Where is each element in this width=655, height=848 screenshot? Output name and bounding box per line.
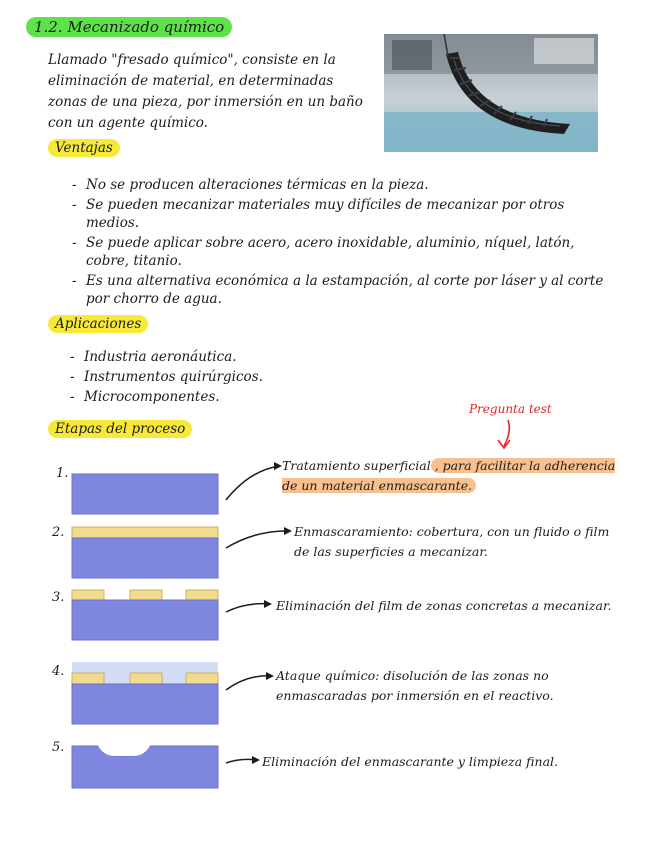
step-1-part	[72, 474, 218, 514]
step-number: 3.	[52, 590, 65, 605]
step-5-description: Eliminación del enmascarante y limpieza final.	[262, 754, 558, 769]
step-3-mask-segment	[130, 590, 162, 600]
aplicaciones-heading-text: Aplicaciones	[48, 315, 148, 333]
step-2-part	[72, 538, 218, 578]
list-item: - Se puede aplicar sobre acero, acero inoxidable, aluminio, níquel, latón, cobre, titanio.	[72, 234, 608, 270]
step-3-description: Eliminación del film de zonas concretas a mecanizar.	[276, 598, 612, 613]
intro-paragraph: Llamado "fresado químico", consiste en la eliminación de material, en determinadas zonas de una pieza, por inmersión en un baño con un agente químico.	[48, 52, 363, 131]
step-1-arrowhead	[274, 462, 282, 470]
step-2-description: Enmascaramiento: cobertura, con un fluido o film de las superficies a mecanizar.	[294, 524, 610, 559]
step-3-part	[72, 600, 218, 640]
step-5-arrowhead	[252, 756, 260, 764]
step-number: 5.	[52, 740, 65, 755]
step-2-arrowhead	[284, 527, 292, 535]
step-1-description	[282, 456, 616, 496]
etapas-heading-text: Etapas del proceso	[48, 420, 192, 438]
step-4-arrow	[226, 676, 272, 690]
step-3-mask-segment	[186, 590, 218, 600]
step-number: 1.	[56, 466, 69, 481]
list-item: - Instrumentos quirúrgicos.	[70, 368, 330, 386]
list-item: - Se pueden mecanizar materiales muy difíciles de mecanizar por otros medios.	[72, 196, 608, 232]
step-number: 2.	[52, 525, 65, 540]
list-item: - Microcomponentes.	[70, 388, 330, 406]
step-4-mask-segment	[72, 673, 104, 684]
list-item: - Industria aeronáutica.	[70, 348, 330, 366]
step-number: 4.	[52, 664, 65, 679]
step-2-arrow	[226, 531, 290, 548]
step-4-mask-segment	[186, 673, 218, 684]
step-4-part	[72, 684, 218, 724]
step-3-arrow	[226, 604, 270, 612]
step-1-highlighted-text: , para facilitar la adherencia de un material enmascarante.	[282, 458, 616, 493]
step-5-part	[72, 746, 218, 788]
step-3-arrowhead	[264, 600, 272, 608]
section-title-text: 1.2. Mecanizado químico	[26, 17, 232, 37]
step-4-description: Ataque químico: disolución de las zonas no enmascaradas por inmersión en el reactivo.	[276, 668, 554, 703]
step-2-mask	[72, 527, 218, 538]
pregunta-test-annotation: Pregunta test	[469, 402, 552, 416]
step-4-mask-segment	[130, 673, 162, 684]
annotation-arrowhead	[498, 440, 510, 448]
step-1-arrow	[226, 466, 280, 500]
step-1-text: Tratamiento superficial	[282, 458, 431, 473]
ventajas-heading-text: Ventajas	[48, 139, 120, 157]
step-4-arrowhead	[266, 672, 274, 680]
list-item: - No se producen alteraciones térmicas en la pieza.	[72, 176, 608, 194]
step-3-mask-segment	[72, 590, 104, 600]
list-item: - Es una alternativa económica a la estampación, al corte por láser y al corte por chorro de agua.	[72, 272, 608, 308]
